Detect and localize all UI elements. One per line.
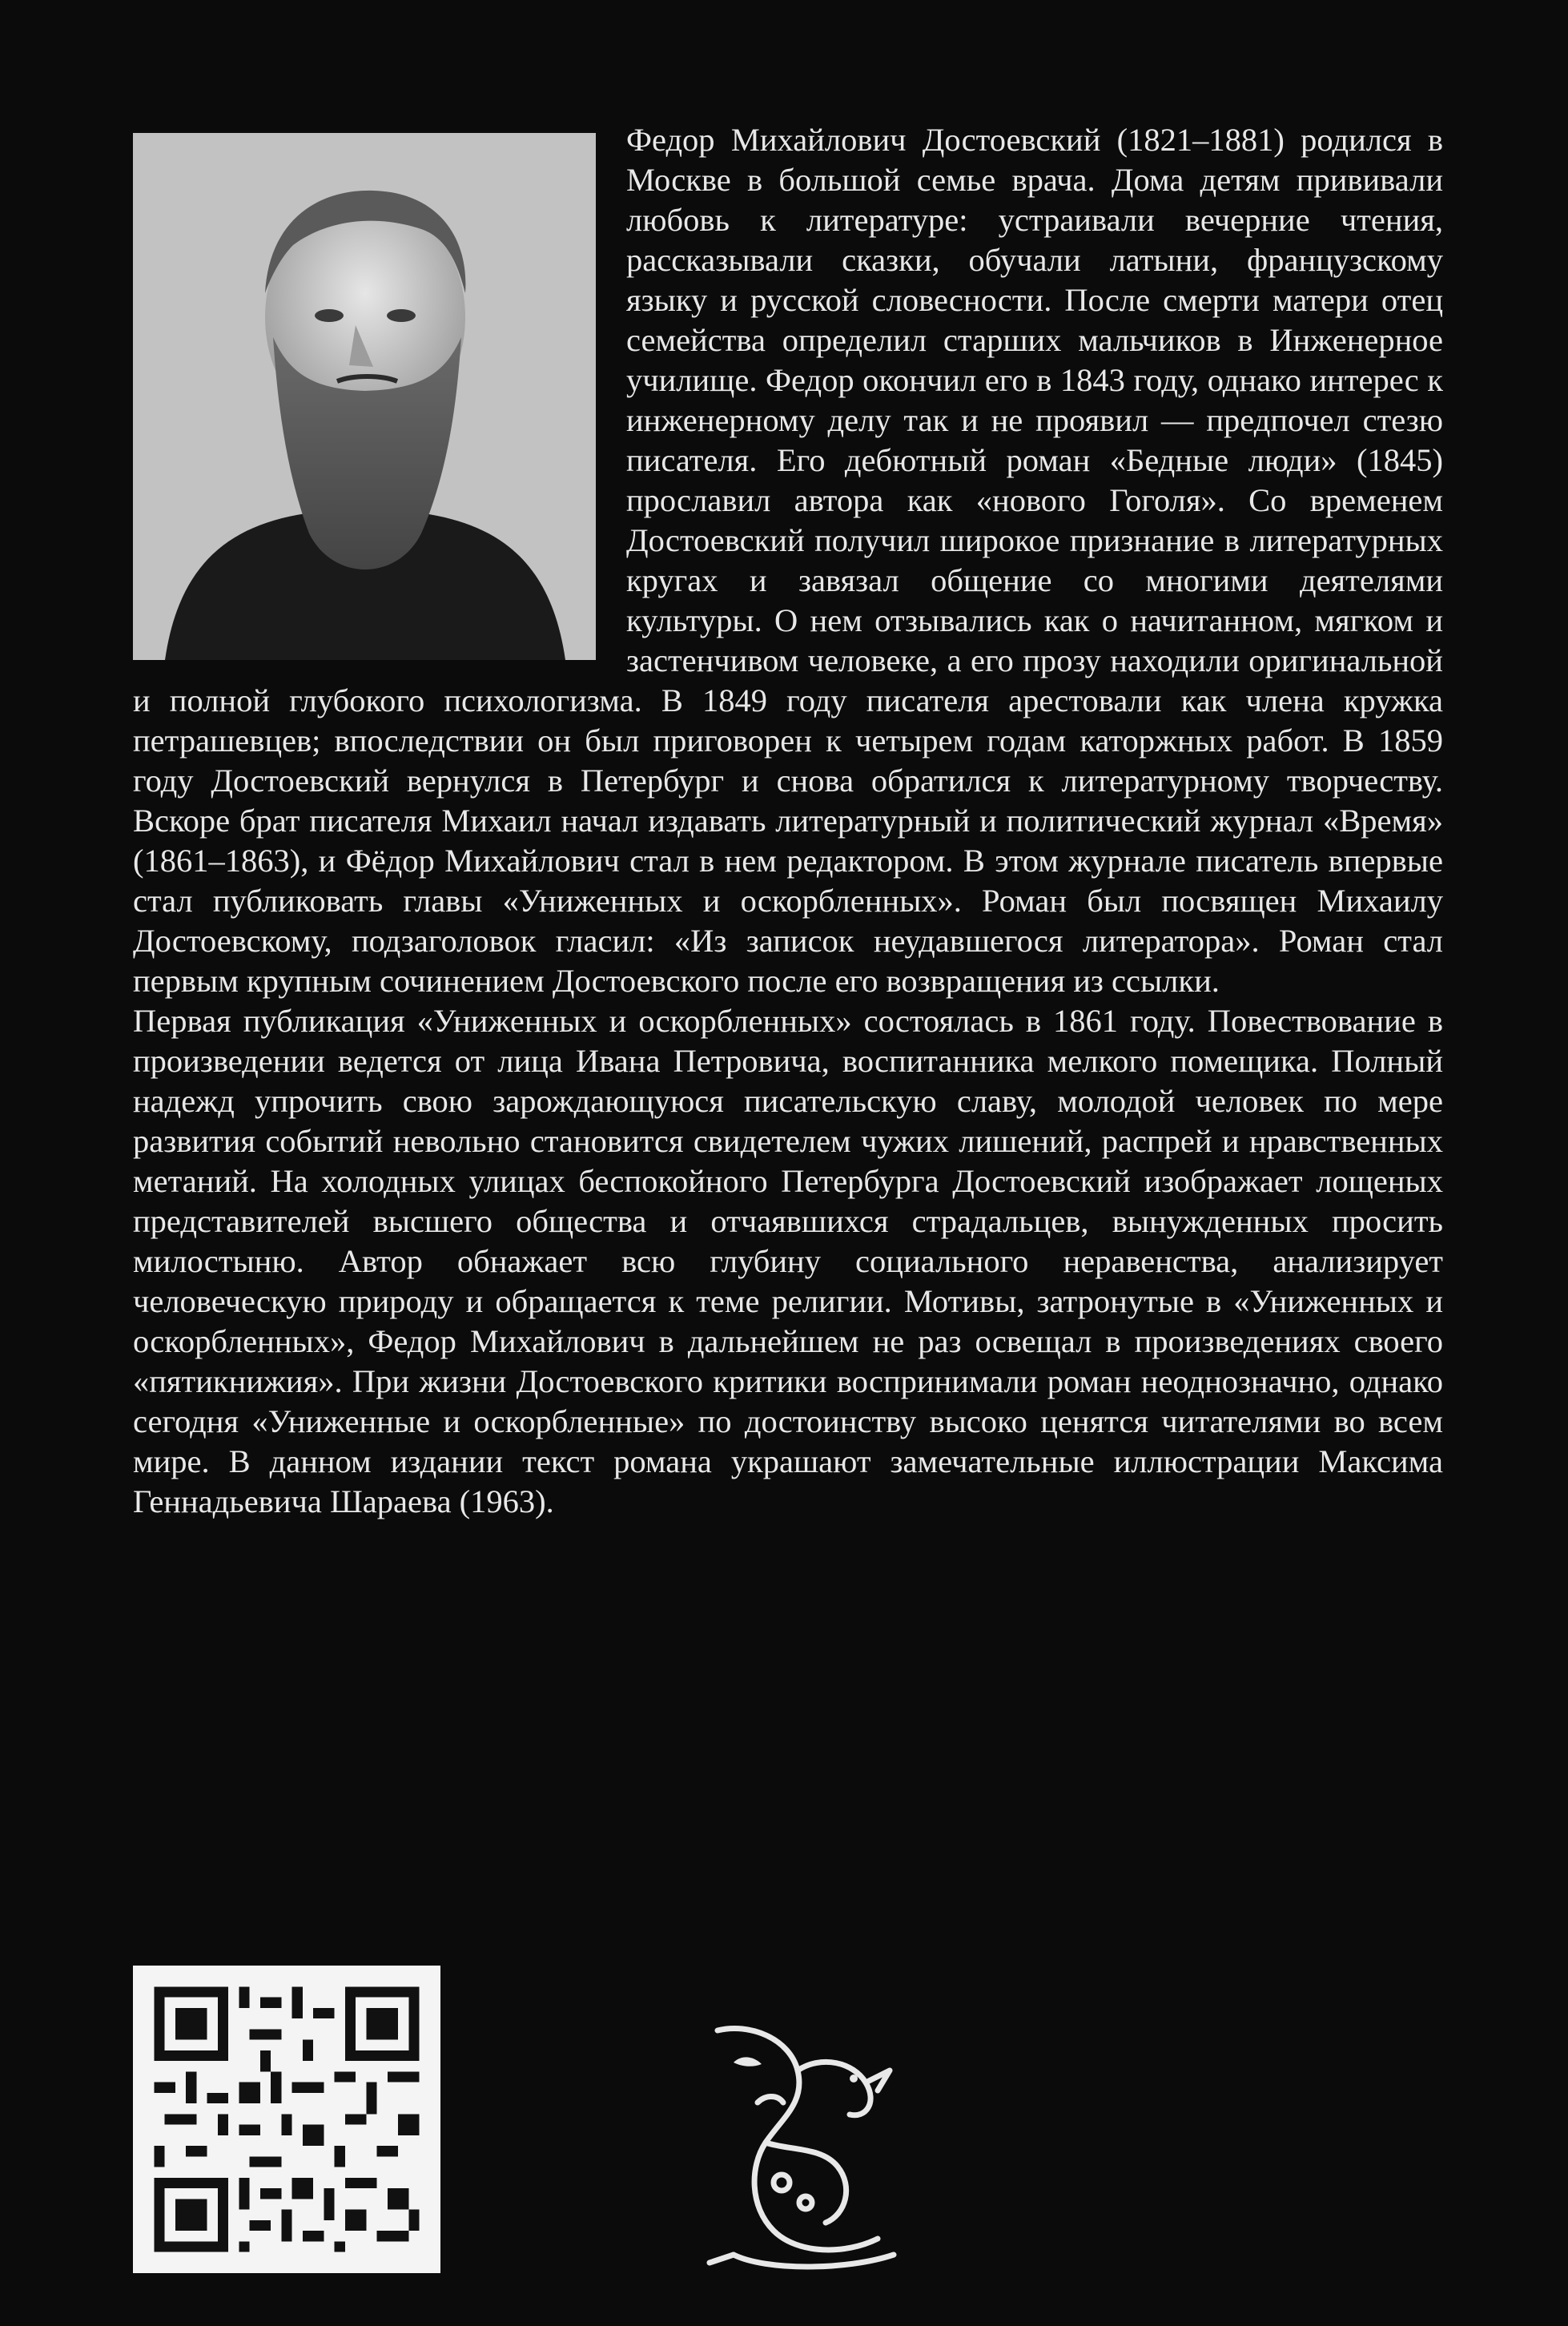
publisher-logo [685,2014,918,2279]
annotation-paragraph-1: Федор Михайлович Достоевский (1821–1881) родился в Москве в большой семье врача. Дома детям прививали любовь к литературе: устраивали вечерние чтения, рассказывали сказки, обучали латыни, французскому языку и русской словесности. После смерти матери отец семейства определил старших мальчиков в Инженерное училище. Федор окончил его в 1843 году, однако интерес к инженерному делу так и не проявил — предпочел стезю писателя. Его дебютный роман «Бедные люди» (1845) прославил автора как «нового Гоголя». Со временем Достоевский получил широкое признание в литературных кругах и завязал общение со многими деятелями культуры. О нем отзывались как о начитанном, мягком и застенчивом человеке, а его прозу находили оригинальной и полной глубокого психологизма. В 1849 году писателя арестовали как члена кружка петрашевцев; впоследствии он был приговорен к четырем годам каторжных работ. В 1859 году Достоевский вернулся в Петербург и снова обратился к литературному творчеству. Вскоре брат писателя Михаил начал издавать литературный и политический журнал «Время» (1861–1863), и Фёдор Михайлович стал в нем редактором. В этом журнале писатель впервые стал публиковать главы «Униженных и оскорбленных». Роман был посвящен Михаилу Достоевскому, подзаголовок гласил: «Из записок неудавшегося литератора». Роман стал первым крупным сочинением Достоевского после его возвращения из ссылки. [133,122,1443,999]
annotation-paragraph-2: Первая публикация «Униженных и оскорбленных» состоялась в 1861 году. Повествование в произведении ведется от лица Ивана Петровича, воспитанника мелкого помещика. Полный надежд упрочить свою зарождающуюся писательскую славу, молодой человек по мере развития событий невольно становится свидетелем чужих лишений, распрей и нравственных метаний. На холодных улицах беспокойного Петербурга Достоевский изображает лощеных представителей высшего общества и отчаявшихся страдальцев, вынужденных просить милостыню. Автор обнажает всю глубину социального неравенства, анализирует человеческую природу и обращается к теме религии. Мотивы, затронутые в «Униженных и оскорбленных», Федор Михайлович в дальнейшем не раз освещал в произведениях своего «пятикнижия». При жизни Достоевского критики воспринимали роман неоднозначно, однако сегодня «Униженные и оскорбленные» по достоинству высоко ценятся читателями во всем мире. В данном издании текст романа украшают замечательные иллюстрации Максима Геннадьевича Шараева (1963). [133,1003,1443,1519]
portrait-spacer [133,120,626,679]
qr-code-icon [133,1966,440,2273]
qr-code [133,1966,440,2273]
dragon-logo-icon [685,2014,918,2279]
author-annotation [133,120,1443,1522]
